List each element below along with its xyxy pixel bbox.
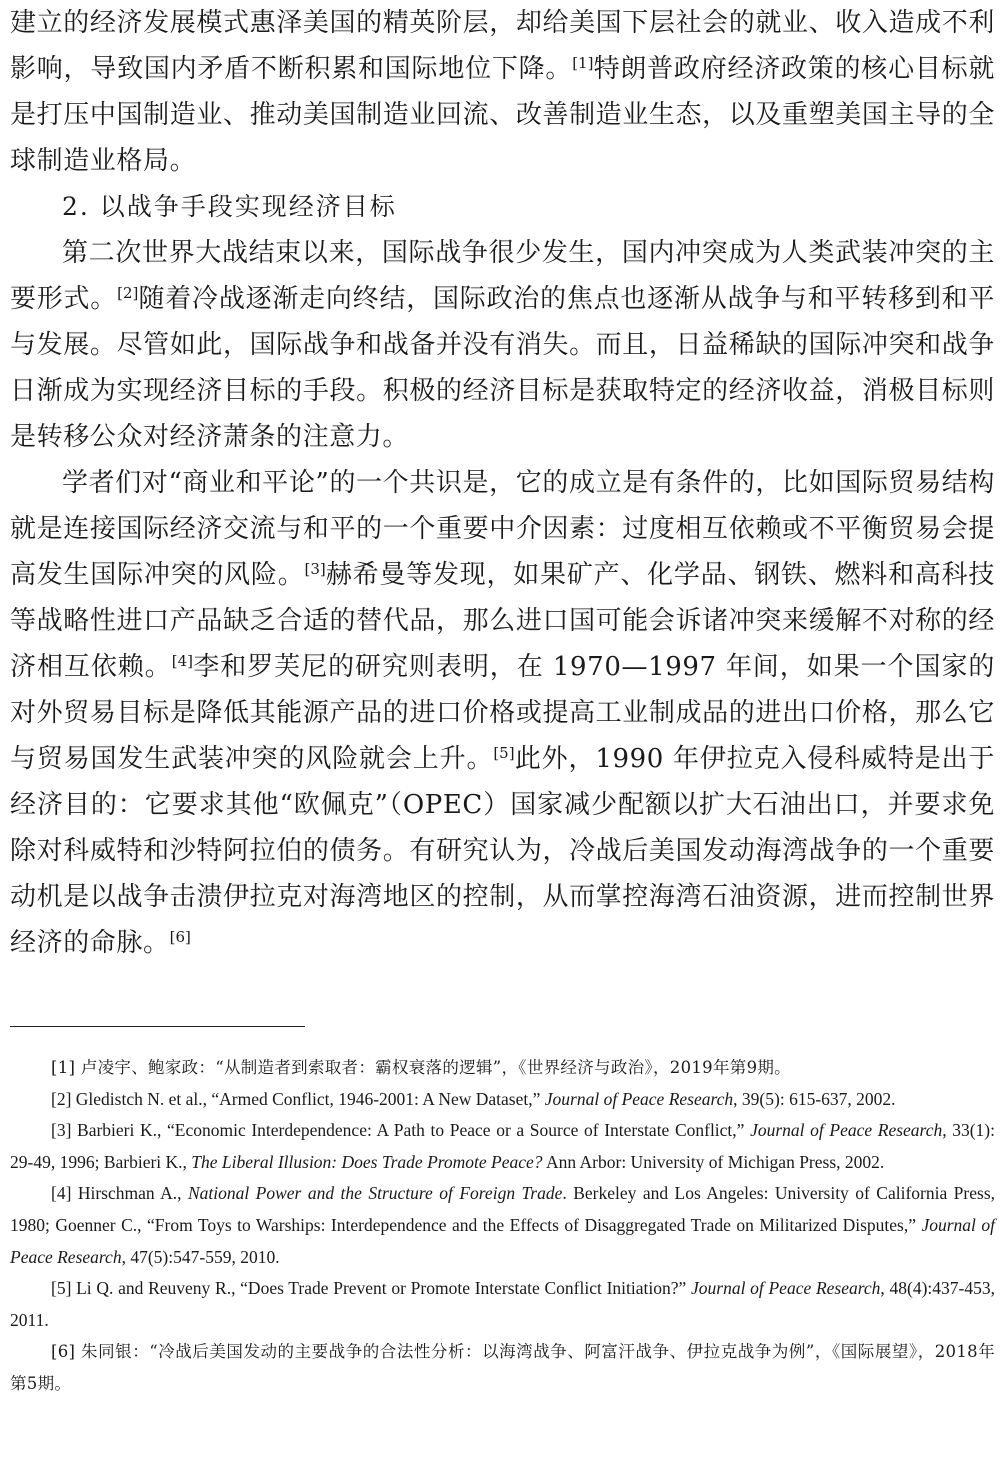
footnote-3-book: The Liberal Illusion: Does Trade Promote Peace? xyxy=(191,1151,543,1172)
citation-6[interactable]: [6] xyxy=(169,928,191,946)
footnote-4-text-b: . Berkeley and Los Angeles: University of California Press, 1980; Goenner C., “From Toys to Warships: Interdependence and the Effects of Disaggregated Trade on Militarized Disputes,” xyxy=(10,1183,995,1235)
footnote-3 xyxy=(10,1115,995,1178)
footnote-3-text-c: Ann Arbor: University of Michigan Press, 2002. xyxy=(542,1151,885,1172)
citation-2[interactable]: [2] xyxy=(117,284,139,302)
paragraph-3-part-c: 李和罗芙尼的研究则表明，在 1970—1997 年间，如果一个国家的对外贸易目标是降低其能源产品的进口价格或提高工业制成品的进出口价格，那么它与贸易国发生武装冲突的风险就会上升。 xyxy=(10,652,996,774)
paragraph-1 xyxy=(10,0,995,184)
footnote-4-book: National Power and the Structure of Foreign Trade xyxy=(187,1183,563,1204)
paragraph-1-tail: 特朗普政府经济政策的核心目标就是打压中国制造业、推动美国制造业回流、改善制造业生态，以及重塑美国主导的全球制造业格局。 xyxy=(10,54,995,176)
paragraph-2 xyxy=(10,230,995,460)
citation-5[interactable]: [5] xyxy=(493,744,515,762)
paragraph-3-part-a: 学者们对“商业和平论”的一个共识是，它的成立是有条件的，比如国际贸易结构就是连接国际经济交流与和平的一个重要中介因素：过度相互依赖或不平衡贸易会提高发生国际冲突的风险。 xyxy=(10,468,995,590)
footnote-2 xyxy=(10,1084,995,1116)
citation-3[interactable]: [3] xyxy=(304,560,326,578)
footnotes xyxy=(10,1052,995,1400)
footnote-2-journal: Journal of Peace Research xyxy=(544,1088,734,1109)
footnote-2-text-a: [2] Gledistch N. et al., “Armed Conflict, 1946-2001: A New Dataset,” xyxy=(51,1088,545,1109)
footnote-5-text-b: , 48(4):437-453, 2011. xyxy=(10,1278,995,1330)
footnote-separator xyxy=(10,1026,305,1027)
paragraph-3 xyxy=(10,460,995,966)
paragraph-1-text: 建立的经济发展模式惠泽美国的精英阶层，却给美国下层社会的就业、收入造成不利影响，导致国内矛盾不断积累和国际地位下降。 xyxy=(10,8,995,84)
footnote-3-journal: Journal of Peace Research xyxy=(750,1120,943,1141)
footnote-4-text-a: [4] Hirschman A., xyxy=(51,1183,188,1204)
footnote-4-journal: Journal of Peace Research xyxy=(10,1214,995,1267)
footnote-2-text-b: , 39(5): 615-637, 2002. xyxy=(733,1088,896,1109)
citation-4[interactable]: [4] xyxy=(171,652,193,670)
footnote-3-text-b: , 33(1): 29-49, 1996; Barbieri K., xyxy=(10,1120,995,1172)
paragraph-3-part-d: 此外，1990 年伊拉克入侵科威特是出于经济目的：它要求其他“欧佩克”（OPEC）国家减少配额以扩大石油出口，并要求免除对科威特和沙特阿拉伯的债务。有研究认为，冷战后美国发动海湾战争的一个重要动机是以战争击溃伊拉克对海湾地区的控制，从而掌控海湾石油资源，进而控制世界经济的命脉。 xyxy=(10,744,995,958)
footnote-5-journal: Journal of Peace Research xyxy=(691,1278,881,1299)
paragraph-2-part-a: 第二次世界大战结束以来，国际战争很少发生，国内冲突成为人类武装冲突的主要形式。 xyxy=(10,238,995,314)
footnote-6: [6] 朱同银：“冷战后美国发动的主要战争的合法性分析：以海湾战争、阿富汗战争、伊拉克战争为例”，《国际展望》，2018年第5期。 xyxy=(10,1342,995,1393)
footnote-4 xyxy=(10,1178,995,1273)
footnote-5 xyxy=(10,1273,995,1336)
footnote-3-text-a: [3] Barbieri K., “Economic Interdependence: A Path to Peace or a Source of Interstate Conflict,” xyxy=(51,1120,751,1141)
footnote-4-text-c: , 47(5):547-559, 2010. xyxy=(121,1246,280,1267)
paragraph-3-part-b: 赫希曼等发现，如果矿产、化学品、钢铁、燃料和高科技等战略性进口产品缺乏合适的替代品，那么进口国可能会诉诸冲突来缓解不对称的经济相互依赖。 xyxy=(10,560,995,682)
section-subheading: 2. 以战争手段实现经济目标 xyxy=(62,192,397,221)
footnote-5-text-a: [5] Li Q. and Reuveny R., “Does Trade Prevent or Promote Interstate Conflict Initiation?” xyxy=(51,1278,691,1299)
citation-1[interactable]: [1] xyxy=(572,54,594,72)
paragraph-2-part-b: 随着冷战逐渐走向终结，国际政治的焦点也逐渐从战争与和平转移到和平与发展。尽管如此，国际战争和战备并没有消失。而且，日益稀缺的国际冲突和战争日渐成为实现经济目标的手段。积极的经济目标是获取特定的经济收益，消极目标则是转移公众对经济萧条的注意力。 xyxy=(10,284,996,452)
body-text xyxy=(10,0,995,966)
footnote-1: [1] 卢凌宇、鲍家政：“从制造者到索取者：霸权衰落的逻辑”，《世界经济与政治》，2019年第9期。 xyxy=(51,1058,791,1077)
